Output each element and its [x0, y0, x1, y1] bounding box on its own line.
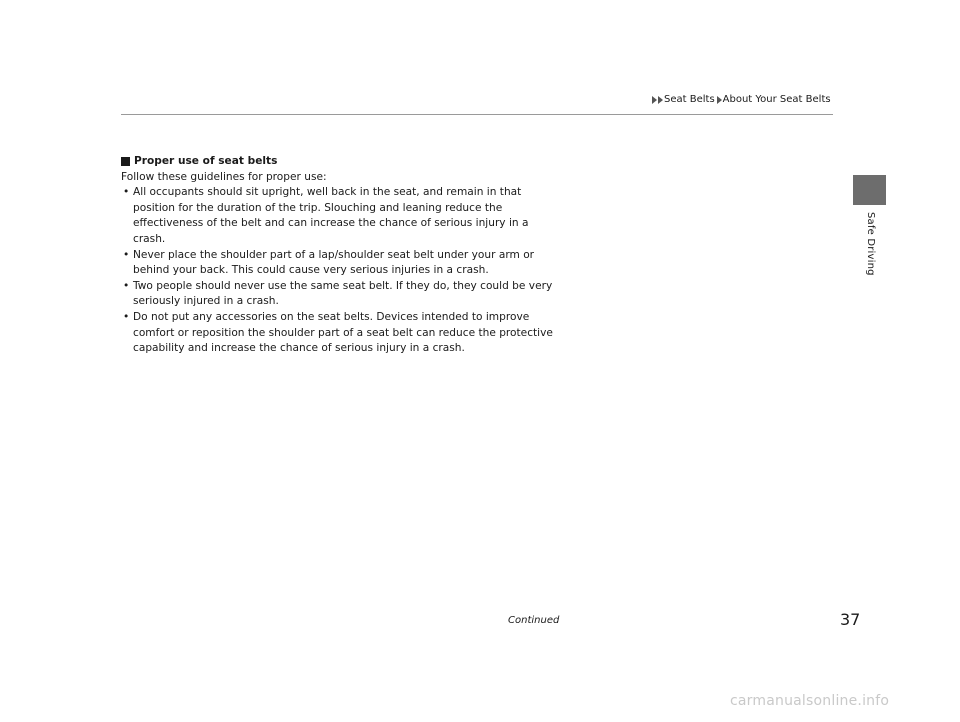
page-number: 37	[840, 610, 861, 629]
breadcrumb	[652, 94, 833, 105]
breadcrumb-item-seat-belts[interactable]: Seat Belts	[664, 94, 715, 105]
continued-label: Continued	[508, 615, 560, 626]
section-side-label-text: Safe Driving	[865, 212, 876, 276]
section-title: Proper use of seat belts	[134, 155, 278, 167]
breadcrumb-arrow-icon	[658, 96, 663, 104]
intro-text: Follow these guidelines for proper use:	[121, 170, 327, 183]
main-content	[121, 154, 561, 357]
square-bullet-icon	[121, 157, 130, 166]
list-item: • Never place the shoulder part of a lap/shoulder seat belt under your arm or behind your back. This could cause very serious injuries in a crash.	[121, 248, 561, 279]
header-divider	[121, 114, 833, 115]
section-tab-marker	[853, 175, 886, 205]
section-heading	[121, 154, 561, 170]
list-item: • Two people should never use the same seat belt. If they do, they could be very seriously injured in a crash.	[121, 279, 561, 310]
watermark: carmanualsonline.info	[730, 693, 890, 709]
breadcrumb-arrow-icon	[652, 96, 657, 104]
list-item: • All occupants should sit upright, well back in the seat, and remain in that position for the duration of the trip. Slouching and leaning reduce the effectiveness of the belt and can increase the chance of serious injury in a crash.	[121, 185, 561, 247]
section-side-label	[862, 212, 876, 276]
breadcrumb-item-about-your-seat-belts[interactable]: About Your Seat Belts	[722, 94, 831, 105]
breadcrumb-arrow-icon	[717, 96, 722, 104]
guidelines-list	[121, 185, 561, 357]
list-item: • Do not put any accessories on the seat belts. Devices intended to improve comfort or reposition the shoulder part of a seat belt can reduce the protective capability and increase the chance of serious injury in a crash.	[121, 310, 561, 357]
